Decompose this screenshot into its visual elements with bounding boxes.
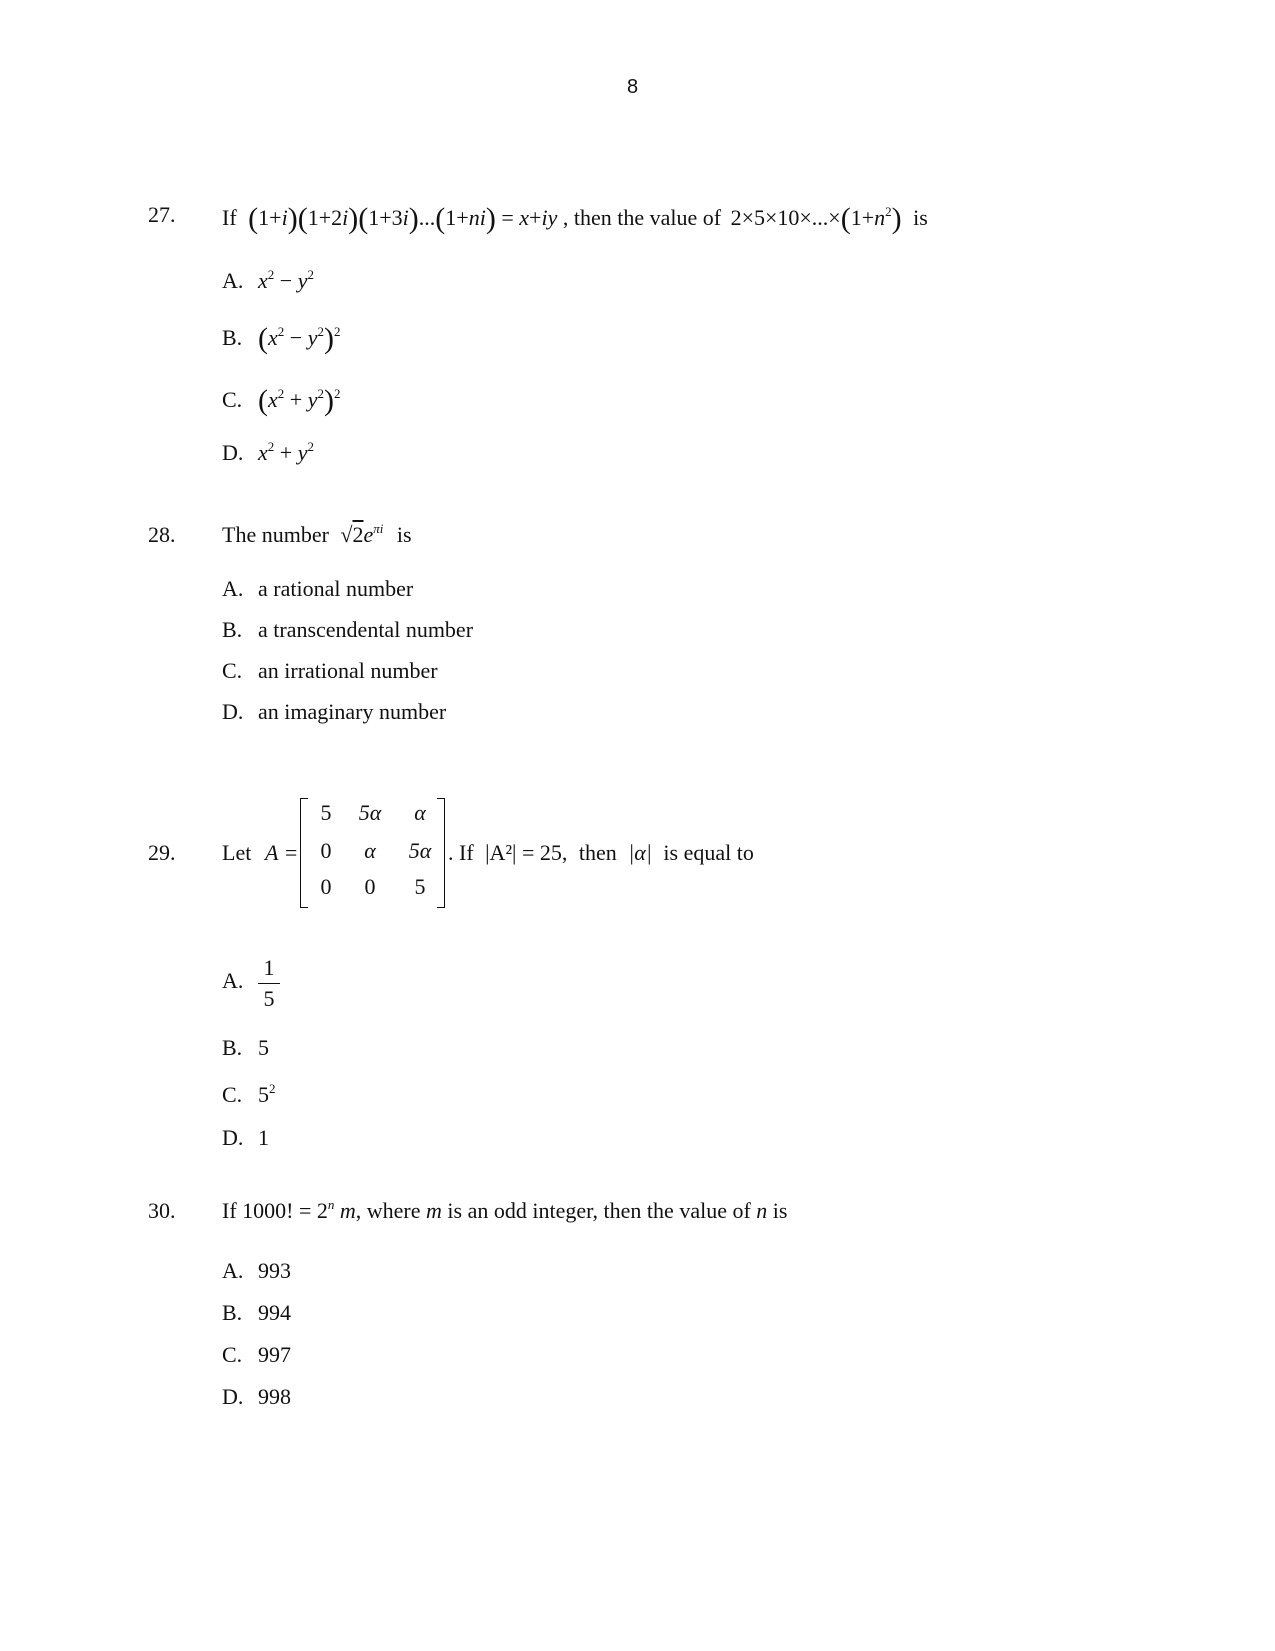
q28-option-b[interactable]: B. a transcendental number <box>222 617 474 642</box>
matrix-name: A = <box>265 840 299 865</box>
matrix-cell: α <box>414 800 426 825</box>
matrix-a <box>300 798 445 908</box>
q27-option-a[interactable]: A. $x^2 - y^2$ <box>222 267 314 293</box>
question-29-number: 29. <box>148 840 176 865</box>
matrix-cell: 0 <box>320 838 332 863</box>
question-30-number: 30. <box>148 1198 176 1223</box>
q30-option-d[interactable]: D. 998 <box>222 1384 291 1409</box>
matrix-cell: 5α <box>408 838 432 863</box>
matrix-cell: 0 <box>320 874 332 899</box>
page-number: 8 <box>627 76 639 98</box>
question-28-number: 28. <box>148 522 176 547</box>
q28-option-a[interactable]: A. a rational number <box>222 576 414 601</box>
matrix-cell: α <box>364 838 376 863</box>
product-expression: (1+i)(1+2i)(1+3i)...(1+ni) = x+iy <box>248 202 558 235</box>
q30-option-a[interactable]: A. 993 <box>222 1258 291 1283</box>
value-expression: $2\times 5\times 10\times...\times(1+n^2)$ <box>730 202 902 235</box>
q29-option-d[interactable]: D. 1 <box>222 1125 269 1150</box>
matrix-cell: 0 <box>364 874 376 899</box>
q29-option-b[interactable]: B. 5 <box>222 1035 269 1060</box>
matrix-cell: 5 <box>320 800 332 825</box>
q29-option-a-fraction: 1 5 <box>258 955 280 1012</box>
q29-option-a[interactable]: A. <box>222 968 244 993</box>
q28-option-c[interactable]: C. an irrational number <box>222 658 438 683</box>
matrix-cell: 5α <box>358 800 382 825</box>
q27-option-b[interactable]: B. $(x^2 - y^2)^2$ <box>222 322 341 355</box>
question-28-text: The number $√2e^{\pi i}$ is <box>222 521 412 547</box>
question-30-text: If 1000! = $2^n$ m, where m is an odd integer, then the value of n is <box>222 1197 788 1223</box>
q30-option-c[interactable]: C. 997 <box>222 1342 291 1367</box>
q27-option-c[interactable]: C. $(x^2 + y^2)^2$ <box>222 384 341 417</box>
q27-option-d[interactable]: D. $x^2 + y^2$ <box>222 439 314 465</box>
q28-option-d[interactable]: D. an imaginary number <box>222 699 447 724</box>
question-29-let: Let <box>222 840 252 865</box>
fraction-bar <box>258 983 280 984</box>
q30-option-b[interactable]: B. 994 <box>222 1300 291 1325</box>
sqrt2-e-pi-i-expression: $√2e^{\pi i}$ <box>340 521 384 547</box>
question-27-text: If (1+i)(1+2i)(1+3i)...(1+ni) = x+iy , then the value of $2\times 5\times 10\times...\times(1+n^2)$ is <box>222 202 928 235</box>
q29-option-c[interactable]: C. $5^2$ <box>222 1081 276 1107</box>
question-29-condition: . If |A²| = 25, then |α| is equal to <box>448 840 754 865</box>
matrix-cell: 5 <box>414 874 426 899</box>
question-27-number: 27. <box>148 202 176 227</box>
